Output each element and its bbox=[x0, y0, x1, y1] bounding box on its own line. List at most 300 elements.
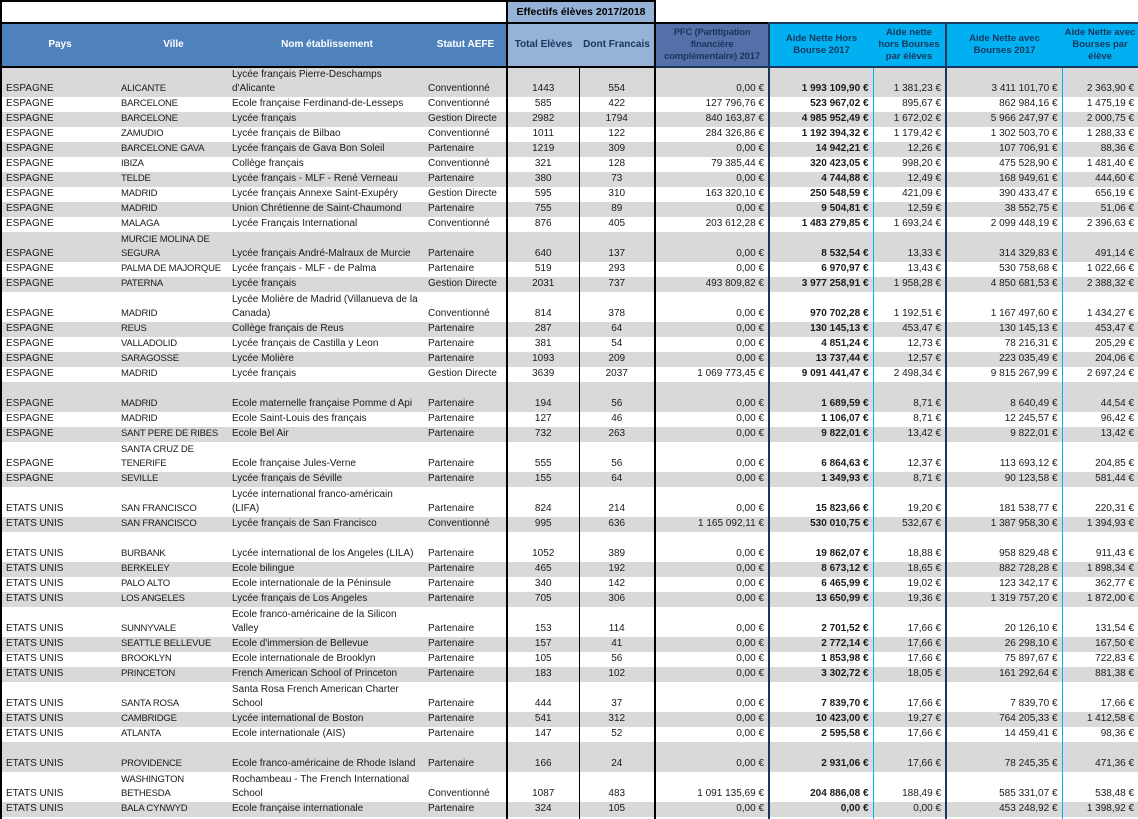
cell-nom-etablissement: Lycée français - MLF - René Verneau bbox=[232, 173, 398, 184]
cell-total-eleves: 2982 bbox=[507, 112, 579, 127]
cell-aide-nette-hors-bourse: 4 985 952,49 € bbox=[801, 113, 869, 124]
cell-pfc: 0,00 € bbox=[655, 292, 769, 322]
cell-statut-aefe: Partenaire bbox=[428, 353, 475, 364]
cell-dont-francais: 37 bbox=[579, 682, 655, 712]
cell-statut-aefe: Conventionné bbox=[428, 98, 490, 109]
cell-aide-nette-avec-par-eleve: 1 288,33 € bbox=[1062, 127, 1138, 142]
table-row bbox=[1, 727, 1138, 742]
cell-pays: ESPAGNE bbox=[1, 202, 118, 217]
cell-ville: LOS ANGELES bbox=[121, 593, 185, 604]
cell-ville: TELDE bbox=[121, 173, 151, 184]
cell-pfc: 0,00 € bbox=[655, 172, 769, 187]
cell-aide-nette-hors-par-eleve: 17,66 € bbox=[873, 607, 946, 637]
cell-statut-aefe: Gestion Directe bbox=[428, 188, 497, 199]
cell-dont-francais: 114 bbox=[579, 607, 655, 637]
cell-nom-etablissement: Lycée français de Castilla y Leon bbox=[232, 338, 379, 349]
cell-nom-etablissement: Ecole franco-américaine de la Silicon Valley bbox=[232, 609, 397, 634]
cell-nom-etablissement: Ecole française Jules-Verne bbox=[232, 458, 356, 469]
cell-aide-nette-hors-bourse: 2 931,06 € bbox=[821, 758, 869, 769]
cell-aide-nette-hors-par-eleve: 12,57 € bbox=[873, 352, 946, 367]
table-row bbox=[1, 202, 1138, 217]
cell-aide-nette-hors-par-eleve: 1 192,51 € bbox=[873, 292, 946, 322]
cell-dont-francais: 737 bbox=[579, 277, 655, 292]
cell-ville: PALMA DE MAJORQUE bbox=[121, 263, 221, 274]
cell-aide-nette-avec-par-eleve: 167,50 € bbox=[1062, 637, 1138, 652]
column-header-aide-nette-avec-par-eleve: Aide Nette avec Bourses par élève bbox=[1062, 23, 1138, 67]
table-row bbox=[1, 802, 1138, 817]
table-header bbox=[1, 1, 1138, 67]
cell-aide-nette-hors-bourse: 204 886,08 € bbox=[810, 788, 869, 799]
cell-total-eleves: 541 bbox=[507, 712, 579, 727]
cell-total-eleves: 1052 bbox=[507, 532, 579, 562]
cell-ville: SANTA CRUZ DE TENERIFE bbox=[121, 444, 194, 469]
cell-statut-aefe: Partenaire bbox=[428, 578, 475, 589]
cell-total-eleves: 1087 bbox=[507, 772, 579, 802]
cell-aide-nette-hors-par-eleve: 8,71 € bbox=[873, 382, 946, 412]
cell-ville: MADRID bbox=[121, 398, 158, 409]
cell-total-eleves: 1093 bbox=[507, 352, 579, 367]
cell-ville: SEATTLE BELLEVUE bbox=[121, 638, 212, 649]
cell-dont-francais: 64 bbox=[579, 322, 655, 337]
cell-nom-etablissement: Ecole d'immersion de Bellevue bbox=[232, 638, 369, 649]
cell-nom-etablissement: Ecole française internationale bbox=[232, 803, 364, 814]
cell-aide-nette-avec-par-eleve: 911,43 € bbox=[1062, 532, 1138, 562]
cell-pfc: 1 165 092,11 € bbox=[655, 517, 769, 532]
cell-aide-nette-hors-par-eleve: 18,05 € bbox=[873, 667, 946, 682]
cell-aide-nette-avec-par-eleve: 17,66 € bbox=[1062, 682, 1138, 712]
cell-total-eleves: 824 bbox=[507, 487, 579, 517]
cell-statut-aefe: Partenaire bbox=[428, 653, 475, 664]
cell-dont-francais: 263 bbox=[579, 427, 655, 442]
cell-nom-etablissement: Santa Rosa French American Charter School bbox=[232, 684, 399, 709]
cell-pays: ESPAGNE bbox=[1, 217, 118, 232]
cell-aide-nette-hors-par-eleve: 17,66 € bbox=[873, 637, 946, 652]
cell-aide-nette-hors-bourse: 523 967,02 € bbox=[810, 98, 869, 109]
cell-dont-francais: 105 bbox=[579, 802, 655, 817]
cell-pfc: 0,00 € bbox=[655, 592, 769, 607]
cell-pays: ETATS UNIS bbox=[1, 682, 118, 712]
cell-pfc: 1 069 773,45 € bbox=[655, 367, 769, 382]
cell-aide-nette-hors-par-eleve: 12,26 € bbox=[873, 142, 946, 157]
cell-ville: SANT PERE DE RIBES bbox=[121, 428, 219, 439]
cell-aide-nette-hors-bourse: 9 091 441,47 € bbox=[801, 368, 869, 379]
cell-dont-francais: 312 bbox=[579, 712, 655, 727]
table-row bbox=[1, 337, 1138, 352]
cell-aide-nette-hors-bourse: 6 970,97 € bbox=[821, 263, 869, 274]
cell-total-eleves: 1011 bbox=[507, 127, 579, 142]
cell-ville: BARCELONE bbox=[121, 98, 178, 109]
cell-aide-nette-hors-par-eleve: 895,67 € bbox=[873, 97, 946, 112]
cell-nom-etablissement: Lycée français Pierre-Deschamps d'Alicante bbox=[232, 69, 382, 94]
cell-aide-nette-avec-bourses: 90 123,58 € bbox=[1004, 473, 1058, 484]
cell-pfc: 0,00 € bbox=[655, 232, 769, 262]
cell-statut-aefe: Partenaire bbox=[428, 338, 475, 349]
cell-aide-nette-hors-bourse: 4 851,24 € bbox=[821, 338, 869, 349]
cell-aide-nette-avec-bourses: 1 302 503,70 € bbox=[990, 128, 1058, 139]
cell-pfc: 0,00 € bbox=[655, 472, 769, 487]
cell-pfc: 0,00 € bbox=[655, 142, 769, 157]
cell-statut-aefe: Partenaire bbox=[428, 803, 475, 814]
cell-total-eleves: 2031 bbox=[507, 277, 579, 292]
table-row bbox=[1, 292, 1138, 322]
cell-total-eleves: 155 bbox=[507, 472, 579, 487]
cell-statut-aefe: Conventionné bbox=[428, 788, 490, 799]
table-row bbox=[1, 217, 1138, 232]
cell-pfc: 0,00 € bbox=[655, 487, 769, 517]
cell-aide-nette-avec-par-eleve: 881,38 € bbox=[1062, 667, 1138, 682]
cell-dont-francais: 56 bbox=[579, 442, 655, 472]
cell-pfc: 0,00 € bbox=[655, 712, 769, 727]
cell-aide-nette-hors-bourse: 970 702,28 € bbox=[810, 308, 869, 319]
cell-dont-francais: 214 bbox=[579, 487, 655, 517]
cell-ville: BERKELEY bbox=[121, 563, 170, 574]
cell-aide-nette-avec-par-eleve: 1 412,58 € bbox=[1062, 712, 1138, 727]
cell-pays: ETATS UNIS bbox=[1, 562, 118, 577]
cell-aide-nette-avec-par-eleve: 2 363,90 € bbox=[1062, 67, 1138, 97]
cell-aide-nette-avec-bourses: 958 829,48 € bbox=[999, 548, 1058, 559]
cell-pfc: 203 612,28 € bbox=[655, 217, 769, 232]
cell-nom-etablissement: Lycée Molière bbox=[232, 353, 294, 364]
cell-pfc: 0,00 € bbox=[655, 577, 769, 592]
cell-nom-etablissement: Ecole bilingue bbox=[232, 563, 295, 574]
cell-aide-nette-hors-bourse: 250 548,59 € bbox=[810, 188, 869, 199]
cell-aide-nette-hors-par-eleve: 1 381,23 € bbox=[873, 67, 946, 97]
cell-statut-aefe: Partenaire bbox=[428, 698, 475, 709]
cell-dont-francais: 422 bbox=[579, 97, 655, 112]
cell-statut-aefe: Partenaire bbox=[428, 413, 475, 424]
cell-aide-nette-avec-par-eleve: 13,42 € bbox=[1062, 427, 1138, 442]
cell-aide-nette-avec-bourses: 123 342,17 € bbox=[999, 578, 1058, 589]
cell-aide-nette-hors-par-eleve: 17,66 € bbox=[873, 727, 946, 742]
cell-total-eleves: 1443 bbox=[507, 67, 579, 97]
cell-statut-aefe: Partenaire bbox=[428, 638, 475, 649]
cell-aide-nette-hors-bourse: 1 349,93 € bbox=[821, 473, 869, 484]
table-row bbox=[1, 172, 1138, 187]
cell-ville: REUS bbox=[121, 323, 147, 334]
cell-nom-etablissement: Union Chrétienne de Saint-Chaumond bbox=[232, 203, 402, 214]
cell-ville: SARAGOSSE bbox=[121, 353, 179, 364]
cell-aide-nette-hors-par-eleve: 12,73 € bbox=[873, 337, 946, 352]
table-row bbox=[1, 772, 1138, 802]
cell-dont-francais: 73 bbox=[579, 172, 655, 187]
cell-pays: ETATS UNIS bbox=[1, 712, 118, 727]
table-row bbox=[1, 652, 1138, 667]
cell-pays: ETATS UNIS bbox=[1, 577, 118, 592]
cell-aide-nette-hors-par-eleve: 421,09 € bbox=[873, 187, 946, 202]
cell-aide-nette-avec-par-eleve: 1 022,66 € bbox=[1062, 262, 1138, 277]
cell-aide-nette-hors-bourse: 13 650,99 € bbox=[815, 593, 869, 604]
cell-aide-nette-hors-bourse: 2 595,58 € bbox=[821, 728, 869, 739]
cell-statut-aefe: Partenaire bbox=[428, 173, 475, 184]
cell-ville: ZAMUDIO bbox=[121, 128, 164, 139]
cell-ville: VALLADOLID bbox=[121, 338, 177, 349]
cell-total-eleves: 340 bbox=[507, 577, 579, 592]
cell-aide-nette-hors-par-eleve: 13,42 € bbox=[873, 427, 946, 442]
cell-aide-nette-hors-bourse: 15 823,66 € bbox=[815, 503, 869, 514]
cell-aide-nette-avec-bourses: 78 245,35 € bbox=[1004, 758, 1058, 769]
cell-pays: ESPAGNE bbox=[1, 127, 118, 142]
cell-ville: PRINCETON bbox=[121, 668, 175, 679]
cell-aide-nette-avec-par-eleve: 1 434,27 € bbox=[1062, 292, 1138, 322]
top-band-row bbox=[1, 1, 1138, 23]
cell-aide-nette-avec-par-eleve: 1 398,92 € bbox=[1062, 802, 1138, 817]
cell-pays: ESPAGNE bbox=[1, 277, 118, 292]
cell-aide-nette-hors-bourse: 1 993 109,90 € bbox=[801, 83, 869, 94]
cell-pays: ESPAGNE bbox=[1, 382, 118, 412]
cell-pfc: 0,00 € bbox=[655, 682, 769, 712]
cell-nom-etablissement: Lycée international de Boston bbox=[232, 713, 364, 724]
cell-aide-nette-hors-par-eleve: 1 179,42 € bbox=[873, 127, 946, 142]
cell-dont-francais: 483 bbox=[579, 772, 655, 802]
cell-total-eleves: 381 bbox=[507, 337, 579, 352]
cell-ville: ATLANTA bbox=[121, 728, 161, 739]
cell-statut-aefe: Partenaire bbox=[428, 248, 475, 259]
cell-aide-nette-avec-par-eleve: 491,14 € bbox=[1062, 232, 1138, 262]
table-row bbox=[1, 682, 1138, 712]
cell-pays: ESPAGNE bbox=[1, 67, 118, 97]
cell-aide-nette-hors-par-eleve: 0,00 € bbox=[873, 802, 946, 817]
cell-nom-etablissement: Ecole Saint-Louis des français bbox=[232, 413, 367, 424]
cell-nom-etablissement: Ecole française Ferdinand-de-Lesseps bbox=[232, 98, 404, 109]
cell-pfc: 127 796,76 € bbox=[655, 97, 769, 112]
cell-aide-nette-hors-par-eleve: 1 672,02 € bbox=[873, 112, 946, 127]
cell-statut-aefe: Conventionné bbox=[428, 518, 490, 529]
table-row bbox=[1, 562, 1138, 577]
table-row bbox=[1, 592, 1138, 607]
cell-aide-nette-hors-bourse: 530 010,75 € bbox=[810, 518, 869, 529]
cell-nom-etablissement: Ecole Bel Air bbox=[232, 428, 289, 439]
table-row bbox=[1, 262, 1138, 277]
table-row bbox=[1, 742, 1138, 772]
cell-aide-nette-hors-bourse: 130 145,13 € bbox=[810, 323, 869, 334]
cell-aide-nette-avec-par-eleve: 1 475,19 € bbox=[1062, 97, 1138, 112]
cell-pays: ETATS UNIS bbox=[1, 607, 118, 637]
cell-aide-nette-avec-par-eleve: 204,85 € bbox=[1062, 442, 1138, 472]
cell-dont-francais: 64 bbox=[579, 472, 655, 487]
column-header-nom-etablissement: Nom établissement bbox=[229, 23, 425, 67]
cell-aide-nette-hors-bourse: 3 302,72 € bbox=[821, 668, 869, 679]
cell-nom-etablissement: Lycée international franco-américain (LIFA) bbox=[232, 489, 393, 514]
cell-nom-etablissement: Collège français de Reus bbox=[232, 323, 344, 334]
cell-aide-nette-avec-bourses: 1 319 757,20 € bbox=[990, 593, 1058, 604]
table-row bbox=[1, 232, 1138, 262]
cell-nom-etablissement: Lycée français bbox=[232, 113, 297, 124]
cell-nom-etablissement: Ecole internationale de la Péninsule bbox=[232, 578, 391, 589]
cell-aide-nette-avec-par-eleve: 453,47 € bbox=[1062, 322, 1138, 337]
cell-total-eleves: 732 bbox=[507, 427, 579, 442]
cell-pfc: 0,00 € bbox=[655, 352, 769, 367]
cell-statut-aefe: Conventionné bbox=[428, 83, 490, 94]
cell-total-eleves: 755 bbox=[507, 202, 579, 217]
cell-pays: ETATS UNIS bbox=[1, 727, 118, 742]
cell-aide-nette-avec-par-eleve: 581,44 € bbox=[1062, 472, 1138, 487]
cell-total-eleves: 3639 bbox=[507, 367, 579, 382]
cell-total-eleves: 465 bbox=[507, 562, 579, 577]
cell-pays: ESPAGNE bbox=[1, 187, 118, 202]
cell-statut-aefe: Partenaire bbox=[428, 428, 475, 439]
cell-total-eleves: 183 bbox=[507, 667, 579, 682]
cell-aide-nette-hors-par-eleve: 19,20 € bbox=[873, 487, 946, 517]
cell-total-eleves: 519 bbox=[507, 262, 579, 277]
table-row bbox=[1, 157, 1138, 172]
cell-aide-nette-hors-par-eleve: 998,20 € bbox=[873, 157, 946, 172]
cell-aide-nette-avec-bourses: 530 758,68 € bbox=[999, 263, 1058, 274]
table-row bbox=[1, 67, 1138, 97]
cell-dont-francais: 309 bbox=[579, 142, 655, 157]
cell-aide-nette-avec-bourses: 390 433,47 € bbox=[999, 188, 1058, 199]
cell-total-eleves: 1219 bbox=[507, 142, 579, 157]
cell-dont-francais: 24 bbox=[579, 742, 655, 772]
cell-pays: ETATS UNIS bbox=[1, 637, 118, 652]
cell-aide-nette-hors-par-eleve: 2 498,34 € bbox=[873, 367, 946, 382]
cell-nom-etablissement: Ecole maternelle française Pomme d Api bbox=[232, 398, 413, 409]
cell-pfc: 0,00 € bbox=[655, 667, 769, 682]
cell-dont-francais: 2037 bbox=[579, 367, 655, 382]
cell-aide-nette-avec-bourses: 9 822,01 € bbox=[1010, 428, 1058, 439]
table-row bbox=[1, 607, 1138, 637]
cell-pfc: 0,00 € bbox=[655, 337, 769, 352]
cell-aide-nette-hors-bourse: 1 689,59 € bbox=[821, 398, 869, 409]
table-row bbox=[1, 382, 1138, 412]
table-body bbox=[1, 67, 1138, 819]
cell-total-eleves: 166 bbox=[507, 742, 579, 772]
top-band-blank-right bbox=[655, 1, 1138, 23]
cell-aide-nette-avec-par-eleve: 2 000,75 € bbox=[1062, 112, 1138, 127]
cell-aide-nette-avec-par-eleve: 204,06 € bbox=[1062, 352, 1138, 367]
cell-aide-nette-avec-bourses: 130 145,13 € bbox=[999, 323, 1058, 334]
cell-statut-aefe: Partenaire bbox=[428, 728, 475, 739]
cell-pays: ESPAGNE bbox=[1, 352, 118, 367]
cell-aide-nette-hors-par-eleve: 8,71 € bbox=[873, 472, 946, 487]
cell-aide-nette-avec-par-eleve: 220,31 € bbox=[1062, 487, 1138, 517]
cell-nom-etablissement: Lycée français de San Francisco bbox=[232, 518, 377, 529]
cell-nom-etablissement: Lycée international de los Angeles (LILA) bbox=[232, 548, 414, 559]
cell-ville: BARCELONE bbox=[121, 113, 178, 124]
cell-ville: SAN FRANCISCO bbox=[121, 518, 197, 529]
cell-aide-nette-avec-bourses: 453 248,92 € bbox=[999, 803, 1058, 814]
cell-statut-aefe: Partenaire bbox=[428, 758, 475, 769]
table-row bbox=[1, 577, 1138, 592]
table-row bbox=[1, 352, 1138, 367]
cell-aide-nette-avec-bourses: 78 216,31 € bbox=[1004, 338, 1058, 349]
column-header-statut-aefe: Statut AEFE bbox=[425, 23, 507, 67]
cell-pfc: 0,00 € bbox=[655, 322, 769, 337]
cell-aide-nette-hors-bourse: 1 483 279,85 € bbox=[801, 218, 869, 229]
cell-statut-aefe: Partenaire bbox=[428, 473, 475, 484]
cell-total-eleves: 555 bbox=[507, 442, 579, 472]
table-row bbox=[1, 112, 1138, 127]
cell-aide-nette-avec-bourses: 862 984,16 € bbox=[999, 98, 1058, 109]
cell-aide-nette-hors-par-eleve: 1 958,28 € bbox=[873, 277, 946, 292]
cell-nom-etablissement: Ecole internationale (AIS) bbox=[232, 728, 346, 739]
cell-dont-francais: 46 bbox=[579, 412, 655, 427]
cell-aide-nette-hors-par-eleve: 188,49 € bbox=[873, 772, 946, 802]
table-row bbox=[1, 97, 1138, 112]
cell-statut-aefe: Partenaire bbox=[428, 563, 475, 574]
cell-aide-nette-hors-par-eleve: 1 693,24 € bbox=[873, 217, 946, 232]
cell-total-eleves: 147 bbox=[507, 727, 579, 742]
cell-ville: IBIZA bbox=[121, 158, 144, 169]
cell-total-eleves: 640 bbox=[507, 232, 579, 262]
cell-nom-etablissement: French American School of Princeton bbox=[232, 668, 398, 679]
cell-pays: ESPAGNE bbox=[1, 442, 118, 472]
cell-aide-nette-avec-par-eleve: 96,42 € bbox=[1062, 412, 1138, 427]
cell-aide-nette-hors-par-eleve: 18,88 € bbox=[873, 532, 946, 562]
table-row bbox=[1, 487, 1138, 517]
cell-pays: ESPAGNE bbox=[1, 412, 118, 427]
cell-aide-nette-avec-bourses: 113 693,12 € bbox=[999, 458, 1058, 469]
cell-dont-francais: 554 bbox=[579, 67, 655, 97]
cell-aide-nette-hors-bourse: 1 192 394,32 € bbox=[801, 128, 869, 139]
cell-total-eleves: 157 bbox=[507, 637, 579, 652]
cell-total-eleves: 876 bbox=[507, 217, 579, 232]
cell-aide-nette-hors-bourse: 0,00 € bbox=[840, 803, 869, 814]
cell-pays: ESPAGNE bbox=[1, 337, 118, 352]
cell-pfc: 79 385,44 € bbox=[655, 157, 769, 172]
cell-aide-nette-hors-bourse: 7 839,70 € bbox=[821, 698, 869, 709]
cell-pfc: 493 809,82 € bbox=[655, 277, 769, 292]
cell-statut-aefe: Gestion Directe bbox=[428, 113, 497, 124]
cell-nom-etablissement: Lycée Français International bbox=[232, 218, 358, 229]
cell-statut-aefe: Partenaire bbox=[428, 593, 475, 604]
cell-ville: SEVILLE bbox=[121, 473, 159, 484]
cell-aide-nette-avec-par-eleve: 44,54 € bbox=[1062, 382, 1138, 412]
cell-aide-nette-avec-par-eleve: 51,06 € bbox=[1062, 202, 1138, 217]
cell-aide-nette-avec-par-eleve: 205,29 € bbox=[1062, 337, 1138, 352]
table-row bbox=[1, 667, 1138, 682]
cell-statut-aefe: Partenaire bbox=[428, 668, 475, 679]
cell-aide-nette-hors-bourse: 1 106,07 € bbox=[821, 413, 869, 424]
cell-nom-etablissement: Ecole franco-américaine de Rhode Island bbox=[232, 758, 416, 769]
cell-statut-aefe: Partenaire bbox=[428, 263, 475, 274]
cell-nom-etablissement: Lycée français de Bilbao bbox=[232, 128, 341, 139]
cell-dont-francais: 122 bbox=[579, 127, 655, 142]
cell-dont-francais: 41 bbox=[579, 637, 655, 652]
cell-dont-francais: 1794 bbox=[579, 112, 655, 127]
cell-aide-nette-hors-par-eleve: 13,43 € bbox=[873, 262, 946, 277]
cell-ville: MALAGA bbox=[121, 218, 160, 229]
cell-aide-nette-avec-bourses: 75 897,67 € bbox=[1004, 653, 1058, 664]
cell-aide-nette-avec-bourses: 26 298,10 € bbox=[1004, 638, 1058, 649]
column-header-aide-nette-avec-bourses: Aide Nette avec Bourses 2017 bbox=[946, 23, 1062, 67]
cell-nom-etablissement: Lycée français - MLF - de Palma bbox=[232, 263, 377, 274]
cell-aide-nette-avec-bourses: 161 292,64 € bbox=[999, 668, 1058, 679]
cell-aide-nette-hors-bourse: 2 772,14 € bbox=[821, 638, 869, 649]
cell-aide-nette-hors-bourse: 3 977 258,91 € bbox=[801, 278, 869, 289]
cell-ville: SUNNYVALE bbox=[121, 623, 177, 634]
cell-ville: BURBANK bbox=[121, 548, 166, 559]
table-row bbox=[1, 412, 1138, 427]
cell-dont-francais: 56 bbox=[579, 652, 655, 667]
cell-aide-nette-avec-par-eleve: 1 898,34 € bbox=[1062, 562, 1138, 577]
cell-aide-nette-avec-bourses: 14 459,41 € bbox=[1004, 728, 1058, 739]
cell-aide-nette-hors-par-eleve: 19,02 € bbox=[873, 577, 946, 592]
cell-pfc: 0,00 € bbox=[655, 412, 769, 427]
cell-aide-nette-avec-par-eleve: 88,36 € bbox=[1062, 142, 1138, 157]
cell-pfc: 0,00 € bbox=[655, 802, 769, 817]
cell-statut-aefe: Gestion Directe bbox=[428, 278, 497, 289]
cell-statut-aefe: Partenaire bbox=[428, 623, 475, 634]
cell-aide-nette-hors-par-eleve: 18,65 € bbox=[873, 562, 946, 577]
table-row bbox=[1, 472, 1138, 487]
cell-pfc: 0,00 € bbox=[655, 427, 769, 442]
cell-aide-nette-hors-par-eleve: 13,33 € bbox=[873, 232, 946, 262]
cell-aide-nette-avec-bourses: 107 706,91 € bbox=[999, 143, 1058, 154]
cell-aide-nette-hors-bourse: 10 423,00 € bbox=[815, 713, 869, 724]
cell-statut-aefe: Conventionné bbox=[428, 218, 490, 229]
cell-dont-francais: 56 bbox=[579, 382, 655, 412]
cell-pays: ESPAGNE bbox=[1, 157, 118, 172]
